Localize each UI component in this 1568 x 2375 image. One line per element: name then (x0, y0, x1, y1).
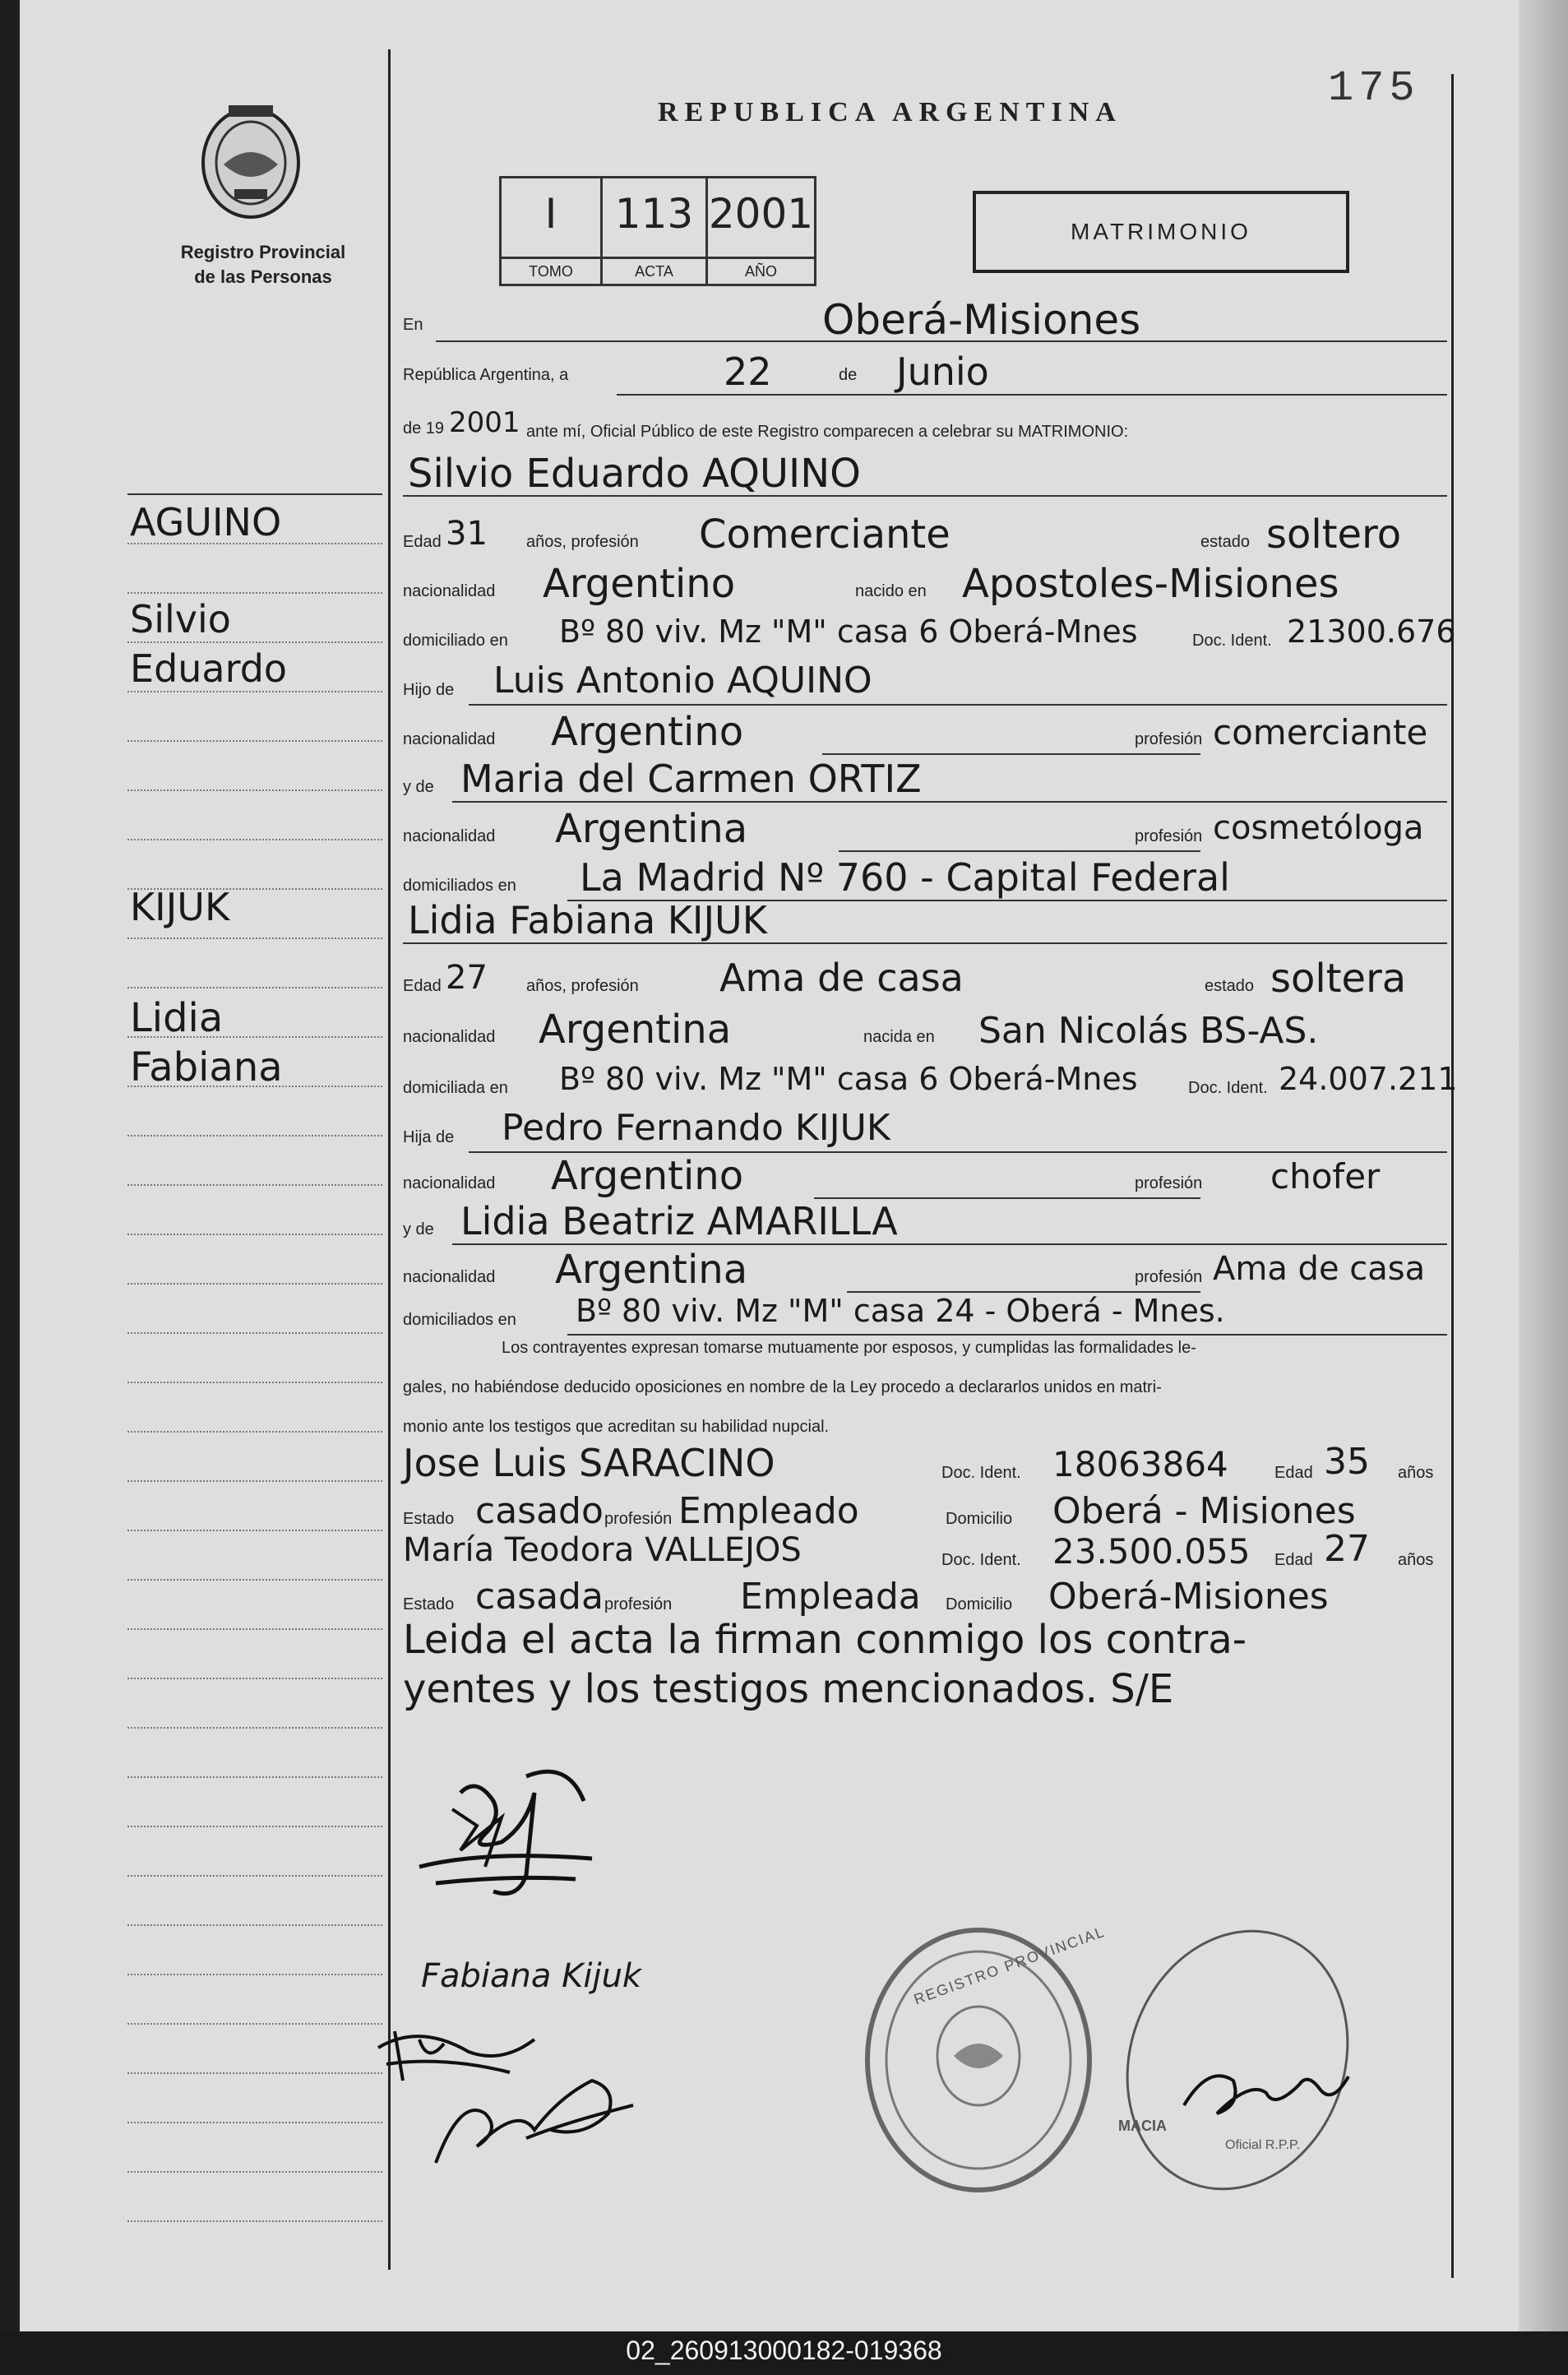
anos-label: años (1398, 1551, 1434, 1569)
margin-ruled-line (127, 1678, 382, 1679)
groom-doc: 21300.676 (1287, 613, 1456, 650)
bride-father-name: Pedro Fernando KIJUK (502, 1107, 890, 1149)
right-rule (1451, 74, 1454, 2278)
hijo-label: Hijo de (403, 681, 455, 699)
domicilio-label: Domicilio (946, 1510, 1013, 1528)
bride-signature: Fabiana Kijuk (421, 1957, 642, 1995)
groom-full-name: Silvio Eduardo AQUINO (408, 451, 861, 497)
bride-parents-address: Bº 80 viv. Mz "M" casa 24 - Oberá - Mnes. (576, 1293, 1225, 1329)
margin-ruled-line (127, 1431, 382, 1433)
underline (567, 1334, 1447, 1336)
tomo-cell (502, 178, 603, 284)
edad-label: Edad (403, 977, 442, 995)
nacionalidad-label: nacionalidad (403, 582, 496, 600)
groom-mother-profession: cosmetóloga (1213, 809, 1424, 847)
en-label: En (403, 316, 423, 334)
underline (452, 1243, 1447, 1245)
underline (469, 704, 1447, 706)
edad-label: Edad (403, 533, 442, 551)
bride-address: Bº 80 viv. Mz "M" casa 6 Oberá-Mnes (559, 1061, 1138, 1097)
margin-ruled-line (127, 1480, 382, 1482)
estado-label: estado (1200, 533, 1251, 551)
nacionalidad-label: nacionalidad (403, 1028, 496, 1046)
groom-father-profession: comerciante (1213, 712, 1428, 752)
witness2-age: 27 (1324, 1528, 1370, 1570)
yde-label: y de (403, 1220, 434, 1238)
legal-text-line-3: monio ante los testigos que acreditan su habilidad nupcial. (403, 1418, 830, 1436)
tomo-label: TOMO (502, 257, 600, 284)
underline (452, 801, 1447, 803)
witness1-address: Oberá - Misiones (1052, 1490, 1356, 1532)
legal-text-line-1: Los contrayentes expresan tomarse mutuamente por esposos, y cumplidas las formalidades le- (502, 1339, 1196, 1357)
nacionalidad-label: nacionalidad (403, 1174, 496, 1192)
left-rule (388, 49, 391, 2270)
stamp-officer-name: MACIA (1118, 2118, 1167, 2134)
de19-label: de 19 (403, 419, 445, 438)
bride-profession: Ama de casa (719, 956, 964, 1000)
row-bride-parents-address (403, 1289, 1447, 1339)
hija-label: Hija de (403, 1128, 455, 1146)
underline (617, 394, 1447, 396)
margin-bride-name2: Fabiana (130, 1044, 283, 1090)
margin-ruled-line (127, 1135, 382, 1137)
margin-groom-surname: AGUINO (130, 500, 282, 544)
margin-ruled-line (127, 1826, 382, 1827)
republica-label: República Argentina, a (403, 366, 569, 384)
nacionalidad-label: nacionalidad (403, 827, 496, 845)
row-bride-nationality (403, 1007, 1447, 1056)
row-bride-age (403, 956, 1447, 1005)
groom-civil-status: soltero (1266, 512, 1402, 558)
acta-value: 113 (614, 190, 694, 238)
country-heading: REPUBLICA ARGENTINA (658, 97, 1122, 127)
witness1-age: 35 (1324, 1441, 1370, 1483)
row-witness1-name (403, 1441, 1447, 1490)
closing-line-2: yentes y los testigos mencionados. S/E (403, 1666, 1174, 1712)
margin-ruled-line (127, 789, 382, 791)
doc-label: Doc. Ident. (941, 1464, 1021, 1482)
margin-ruled-line (127, 740, 382, 742)
margin-ruled-line (127, 1924, 382, 1926)
groom-father-name: Luis Antonio AQUINO (493, 660, 872, 701)
estado-label: Estado (403, 1595, 455, 1613)
marriage-year: 2001 (449, 406, 520, 439)
officer-signature-icon (1102, 1916, 1373, 2204)
nacido-label: nacido en (855, 582, 927, 600)
groom-father-nationality: Argentino (551, 709, 744, 755)
bride-civil-status: soltera (1270, 956, 1407, 1002)
row-witness2-name (403, 1528, 1447, 1577)
margin-ruled-line (127, 1382, 382, 1383)
margin-ruled-line (127, 2220, 382, 2222)
doc-label: Doc. Ident. (1188, 1079, 1268, 1097)
margin-ruled-line (127, 2171, 382, 2173)
page-number: 175 (1328, 64, 1420, 113)
province-seal-icon (197, 99, 304, 222)
groom-profession: Comerciante (699, 512, 951, 558)
de-label: de (839, 366, 858, 384)
nacionalidad-label: nacionalidad (403, 1268, 496, 1286)
margin-ruled-line (127, 2122, 382, 2123)
book-binding (0, 0, 20, 2331)
anio-value: 2001 (708, 190, 814, 238)
margin-ruled-line (127, 1974, 382, 1975)
bride-birthplace: San Nicolás BS-AS. (978, 1010, 1319, 1052)
doc-label: Doc. Ident. (941, 1551, 1021, 1569)
bride-father-nationality: Argentino (551, 1153, 744, 1199)
underline (839, 850, 1200, 852)
margin-ruled-line (127, 1579, 382, 1581)
anos-profesion-label: años, profesión (526, 533, 639, 551)
domiciliada-label: domiciliada en (403, 1079, 508, 1097)
nacionalidad-label: nacionalidad (403, 730, 496, 748)
margin-ruled-line (127, 1036, 382, 1038)
row-groom-age (403, 512, 1447, 561)
witness1-name: Jose Luis SARACINO (403, 1441, 775, 1485)
bride-full-name: Lidia Fabiana KIJUK (408, 898, 767, 942)
margin-ruled-line (127, 1086, 382, 1087)
acta-cell (603, 178, 708, 284)
margin-ruled-line (127, 1283, 382, 1285)
witness2-doc: 23.500.055 (1052, 1531, 1251, 1572)
margin-ruled-line (127, 937, 382, 939)
bride-mother-name: Lidia Beatriz AMARILLA (460, 1199, 898, 1243)
margin-ruled-line (127, 641, 382, 643)
yde-label: y de (403, 778, 434, 796)
closing-line-1: Leida el acta la firman conmigo los contra- (403, 1617, 1247, 1663)
witness2-name: María Teodora VALLEJOS (403, 1531, 802, 1569)
margin-ruled-line (127, 1776, 382, 1778)
row-date (403, 350, 1447, 399)
witness2-civil-status: casada (475, 1576, 604, 1618)
stamp-officer-title: Oficial R.P.P. (1225, 2138, 1301, 2152)
doc-label: Doc. Ident. (1192, 632, 1272, 650)
file-id: 02_260913000182-019368 (626, 2336, 942, 2365)
groom-mother-name: Maria del Carmen ORTIZ (460, 757, 922, 801)
bride-age: 27 (446, 959, 488, 997)
witness1-doc: 18063864 (1052, 1444, 1228, 1484)
row-bride-mother-nat (403, 1247, 1447, 1296)
margin-ruled-line (127, 888, 382, 890)
row-groom-parents-address (403, 855, 1447, 905)
margin-ruled-line (127, 987, 382, 988)
marriage-month: Junio (896, 350, 989, 394)
groom-mother-nationality: Argentina (555, 806, 748, 852)
anos-label: años (1398, 1464, 1434, 1482)
row-groom-father (403, 660, 1447, 709)
groom-nationality: Argentino (543, 561, 736, 607)
anio-cell (708, 178, 814, 284)
page-edge (1519, 0, 1568, 2331)
margin-ruled-line (127, 1628, 382, 1630)
acta-label: ACTA (603, 257, 705, 284)
witness2-address: Oberá-Misiones (1048, 1576, 1329, 1618)
registry-line-2: de las Personas (194, 266, 332, 287)
profesion-label: profesión (604, 1510, 673, 1528)
margin-ruled-line (127, 1332, 382, 1334)
margin-ruled-line (127, 1530, 382, 1531)
profesion-label: profesión (1135, 730, 1203, 748)
margin-bride-name1: Lidia (130, 995, 224, 1041)
margin-ruled-line (127, 2072, 382, 2074)
margin-ruled-line (127, 2023, 382, 2025)
margin-top-rule (127, 493, 382, 495)
margin-groom-name2: Eduardo (130, 646, 288, 691)
estado-label: Estado (403, 1510, 455, 1528)
domiciliados-label: domiciliados en (403, 877, 516, 895)
groom-parents-address: La Madrid Nº 760 - Capital Federal (580, 855, 1230, 900)
row-groom-name (403, 451, 1447, 500)
official-stamp-icon (855, 1924, 1102, 2196)
margin-ruled-line (127, 1727, 382, 1729)
registry-name (140, 240, 386, 289)
row-year (403, 403, 1447, 452)
margin-ruled-line (127, 839, 382, 840)
profesion-label: profesión (1135, 827, 1203, 845)
domiciliado-label: domiciliado en (403, 632, 508, 650)
witness2-profession: Empleada (740, 1576, 921, 1618)
stamp-ring-text: REGISTRO PROVINCIAL (911, 1923, 1108, 2008)
groom-signature-icon (403, 1727, 617, 1941)
nacida-label: nacida en (863, 1028, 935, 1046)
legal-text-line-2: gales, no habiéndose deducido oposiciones en nombre de la Ley procedo a declararlos unidos en matri- (403, 1378, 1162, 1396)
witness1-civil-status: casado (475, 1490, 604, 1532)
profesion-label: profesión (1135, 1174, 1203, 1192)
anio-label: AÑO (708, 257, 814, 284)
edad-label: Edad (1274, 1464, 1313, 1482)
groom-birthplace: Apostoles-Misiones (962, 561, 1339, 607)
row-place (403, 296, 1447, 345)
underline (403, 942, 1447, 944)
margin-groom-name1: Silvio (130, 597, 231, 641)
bride-mother-profession: Ama de casa (1213, 1250, 1426, 1288)
row-groom-father-nat (403, 709, 1447, 758)
row-bride-father-nat (403, 1153, 1447, 1202)
act-type-box: MATRIMONIO (973, 191, 1349, 273)
groom-address: Bº 80 viv. Mz "M" casa 6 Oberá-Mnes (559, 613, 1138, 650)
domiciliados-label: domiciliados en (403, 1311, 516, 1329)
anos-profesion-label: años, profesión (526, 977, 639, 995)
row-groom-mother (403, 757, 1447, 806)
margin-ruled-line (127, 543, 382, 544)
row-bride-father (403, 1107, 1447, 1156)
margin-ruled-line (127, 691, 382, 692)
row-groom-mother-nat (403, 806, 1447, 855)
bride-doc: 24.007.211 (1279, 1061, 1458, 1097)
margin-ruled-line (127, 1875, 382, 1877)
groom-age: 31 (446, 515, 488, 553)
marriage-day: 22 (724, 350, 772, 394)
registry-line-1: Registro Provincial (180, 242, 346, 262)
margin-bride-surname: KIJUK (130, 885, 230, 929)
domicilio-label: Domicilio (946, 1595, 1013, 1613)
witness-signatures-icon (370, 2007, 658, 2188)
underline (822, 753, 1200, 755)
row-groom-address (403, 610, 1456, 660)
record-number-box (499, 176, 816, 286)
row-bride-name (403, 898, 1447, 947)
margin-ruled-line (127, 1234, 382, 1235)
row-bride-address (403, 1058, 1458, 1107)
profesion-label: profesión (604, 1595, 673, 1613)
row-bride-mother (403, 1199, 1447, 1248)
bride-father-profession: chofer (1270, 1156, 1381, 1197)
ante-text: ante mí, Oficial Público de este Registro comparecen a celebrar su MATRIMONIO: (526, 423, 1129, 441)
tomo-value: I (544, 190, 557, 238)
margin-ruled-line (127, 592, 382, 594)
estado-label: estado (1205, 977, 1255, 995)
edad-label: Edad (1274, 1551, 1313, 1569)
witness1-profession: Empleado (678, 1490, 859, 1532)
row-witness2-details (403, 1572, 1447, 1622)
bride-nationality: Argentina (539, 1007, 732, 1053)
profesion-label: profesión (1135, 1268, 1203, 1286)
bride-mother-nationality: Argentina (555, 1247, 748, 1293)
marriage-place: Oberá-Misiones (822, 296, 1141, 344)
row-groom-nationality (403, 561, 1447, 610)
margin-ruled-line (127, 1184, 382, 1186)
